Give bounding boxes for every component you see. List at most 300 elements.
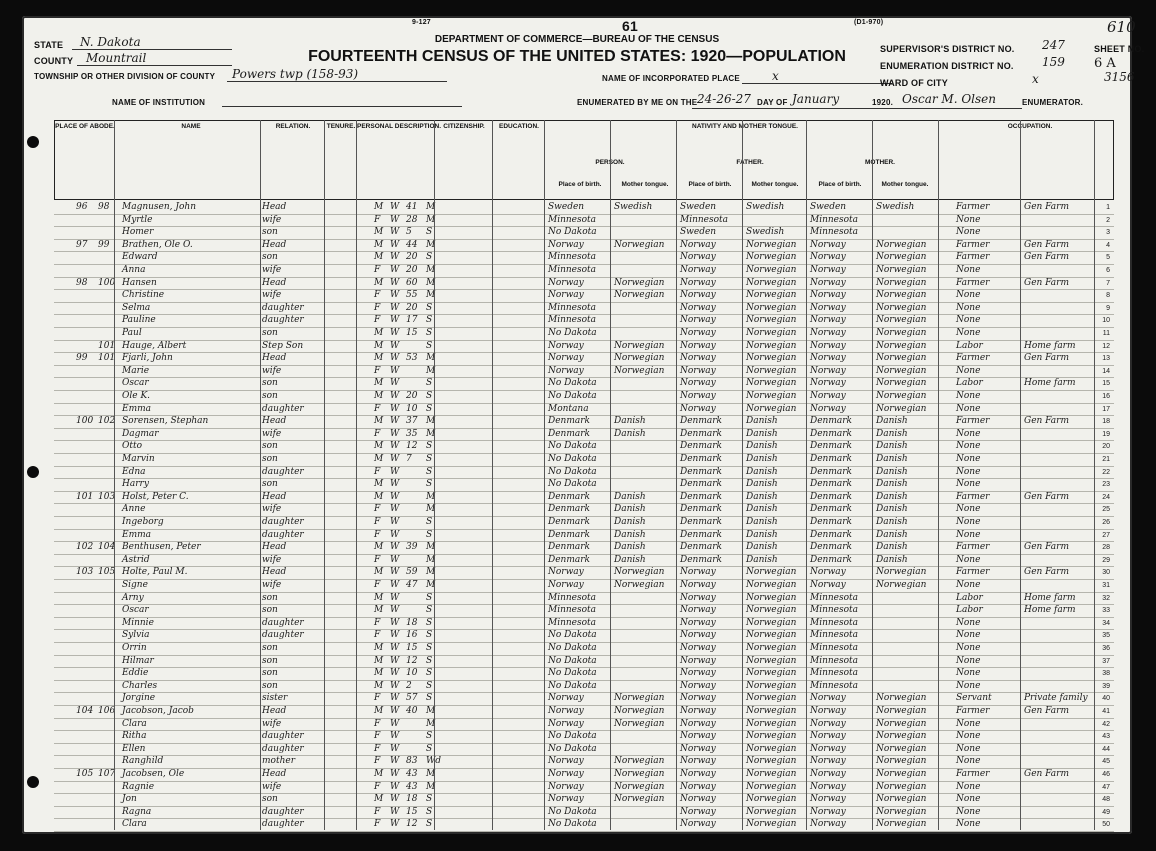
father-tongue: Norwegian bbox=[746, 290, 797, 301]
line-number: 29 bbox=[1102, 556, 1110, 564]
department-title: DEPARTMENT OF COMMERCE—BUREAU OF THE CENSUS bbox=[434, 34, 720, 45]
race: W bbox=[390, 668, 400, 679]
mother-birthplace: Denmark bbox=[810, 479, 852, 490]
birthplace: Minnesota bbox=[548, 214, 597, 225]
nativity-person: PERSON. bbox=[595, 159, 625, 166]
occupation: None bbox=[956, 643, 981, 653]
marital-status: S bbox=[426, 693, 433, 704]
relation: daughter bbox=[262, 517, 304, 527]
father-tongue: Norwegian bbox=[746, 668, 797, 679]
occupation: None bbox=[956, 731, 981, 742]
father-tongue: Norwegian bbox=[746, 391, 797, 401]
marital-status: M bbox=[426, 769, 436, 779]
table-row bbox=[54, 454, 1114, 467]
marital-status: S bbox=[426, 391, 433, 401]
person-name: Brathen, Ole O. bbox=[122, 239, 193, 250]
father-tongue: Norwegian bbox=[746, 302, 797, 313]
line-number: 48 bbox=[1102, 796, 1110, 804]
person-name: Hansen bbox=[122, 277, 157, 288]
father-tongue: Norwegian bbox=[746, 743, 797, 754]
relation: sister bbox=[262, 693, 288, 704]
industry: Gen Farm bbox=[1024, 277, 1070, 288]
race: W bbox=[390, 290, 400, 301]
marital-status: S bbox=[426, 655, 433, 666]
age: 15 bbox=[406, 328, 418, 338]
age: 57 bbox=[406, 693, 418, 704]
relation: Head bbox=[262, 416, 287, 427]
father-birthplace: Denmark bbox=[680, 416, 722, 427]
line-number: 50 bbox=[1102, 821, 1110, 829]
mother-tongue: Norwegian bbox=[614, 567, 665, 578]
marital-status: M bbox=[426, 265, 436, 275]
occupation: None bbox=[956, 668, 981, 679]
mother-birthplace: Minnesota bbox=[810, 655, 859, 666]
age: 37 bbox=[406, 416, 418, 427]
father-birthplace: Norway bbox=[680, 706, 716, 716]
race: W bbox=[390, 630, 400, 641]
mother-birthplace: Minnesota bbox=[810, 592, 859, 603]
sex: M bbox=[374, 340, 384, 351]
industry: Gen Farm bbox=[1024, 252, 1070, 263]
ward-label: WARD OF CITY bbox=[880, 78, 948, 88]
mother-birthplace: Norway bbox=[810, 731, 846, 742]
occupation: None bbox=[956, 441, 981, 452]
township-value: Powers twp (158-93) bbox=[232, 67, 359, 81]
table-row bbox=[54, 202, 1114, 215]
marital-status: S bbox=[426, 378, 433, 389]
occupation: Farmer bbox=[956, 202, 990, 212]
father-birthplace: Norway bbox=[680, 391, 716, 401]
marital-status: M bbox=[426, 718, 436, 729]
line-number: 47 bbox=[1102, 783, 1110, 791]
enumerated-day: 24-26-27 bbox=[697, 92, 751, 106]
mother-birthplace: Norway bbox=[810, 315, 846, 326]
father-birthplace: Norway bbox=[680, 756, 716, 767]
birthplace: No Dakota bbox=[548, 441, 597, 452]
person-name: Fjarli, John bbox=[122, 353, 173, 364]
dwelling-number: 98 bbox=[76, 277, 88, 288]
relation: daughter bbox=[262, 806, 304, 817]
occupation: Labor bbox=[956, 340, 983, 351]
race: W bbox=[390, 239, 400, 250]
sex: M bbox=[374, 491, 384, 502]
table-row bbox=[54, 265, 1114, 278]
relation: daughter bbox=[262, 731, 304, 742]
father-tongue: Danish bbox=[746, 504, 778, 515]
relation: wife bbox=[262, 428, 282, 439]
birthplace: Montana bbox=[548, 403, 589, 414]
dwelling-number: 101 bbox=[76, 491, 94, 502]
occupation: None bbox=[956, 680, 981, 691]
occupation: None bbox=[956, 302, 981, 313]
mother-birthplace: Minnesota bbox=[810, 630, 859, 641]
birthplace: No Dakota bbox=[548, 227, 597, 238]
industry: Gen Farm bbox=[1024, 769, 1070, 779]
dwelling-number: 102 bbox=[76, 542, 94, 553]
person-name: Paul bbox=[122, 328, 142, 338]
table-row bbox=[54, 378, 1114, 391]
father-tongue: Norwegian bbox=[746, 328, 797, 338]
person-name: Jacobson, Jacob bbox=[122, 706, 194, 716]
family-number: 104 bbox=[98, 542, 116, 553]
person-name: Signe bbox=[122, 580, 148, 590]
mother-mother-tongue: Norwegian bbox=[876, 290, 927, 301]
father-tongue: Danish bbox=[746, 479, 778, 490]
form-number: 9-127 bbox=[412, 19, 431, 26]
age: 12 bbox=[406, 655, 418, 666]
ward-value: x bbox=[1032, 72, 1039, 86]
mother-mother-tongue: Norwegian bbox=[876, 378, 927, 389]
mother-birthplace: Norway bbox=[810, 718, 846, 729]
sex: F bbox=[374, 756, 381, 767]
birthplace: Denmark bbox=[548, 416, 590, 427]
sex: M bbox=[374, 239, 384, 250]
mother-mother-tongue: Norwegian bbox=[876, 567, 927, 578]
table-row bbox=[54, 681, 1114, 694]
relation: Head bbox=[262, 567, 287, 578]
supervisor-label: SUPERVISOR'S DISTRICT NO. bbox=[880, 44, 1015, 54]
marital-status: S bbox=[426, 643, 433, 653]
column-rule bbox=[434, 120, 435, 830]
mother-tongue: Norwegian bbox=[614, 718, 665, 729]
father-birthplace: Norway bbox=[680, 806, 716, 817]
marital-status: S bbox=[426, 731, 433, 742]
table-row bbox=[54, 479, 1114, 492]
table-row bbox=[54, 719, 1114, 732]
father-tongue: Norwegian bbox=[746, 605, 797, 616]
relation: son bbox=[262, 441, 278, 452]
relation: wife bbox=[262, 504, 282, 515]
page-stamp: 61 bbox=[622, 18, 638, 34]
race: W bbox=[390, 454, 400, 464]
race: W bbox=[390, 227, 400, 238]
industry: Gen Farm bbox=[1024, 202, 1070, 212]
occupation: None bbox=[956, 391, 981, 401]
table-row bbox=[54, 429, 1114, 442]
father-birthplace: Denmark bbox=[680, 454, 722, 464]
sex: M bbox=[374, 378, 384, 389]
line-number: 23 bbox=[1102, 481, 1110, 489]
relation: son bbox=[262, 227, 278, 238]
column-rule bbox=[872, 120, 873, 830]
relation: Head bbox=[262, 277, 287, 288]
father-tongue: Norwegian bbox=[746, 781, 797, 792]
sex: F bbox=[374, 819, 381, 830]
dwelling-number: 97 bbox=[76, 239, 88, 250]
mother-mother-tongue: Norwegian bbox=[876, 315, 927, 326]
occupation: Farmer bbox=[956, 416, 990, 427]
mother-mother-tongue: Norwegian bbox=[876, 706, 927, 716]
binder-hole bbox=[27, 466, 39, 478]
mother-tongue-head: Mother tongue. bbox=[881, 181, 929, 188]
table-row bbox=[54, 668, 1114, 681]
person-name: Arny bbox=[122, 592, 144, 603]
father-birthplace: Norway bbox=[680, 680, 716, 691]
line-number: 43 bbox=[1102, 733, 1110, 741]
age: 16 bbox=[406, 630, 418, 641]
father-birthplace: Norway bbox=[680, 693, 716, 704]
marital-status: M bbox=[426, 416, 436, 427]
enum-district-label: ENUMERATION DISTRICT NO. bbox=[880, 61, 1014, 71]
corner-number-2: 3156 bbox=[1104, 70, 1135, 84]
race: W bbox=[390, 769, 400, 779]
occupation: Farmer bbox=[956, 252, 990, 263]
column-rule bbox=[676, 120, 677, 830]
column-rule bbox=[1094, 120, 1095, 830]
occupation: None bbox=[956, 517, 981, 527]
father-tongue: Norwegian bbox=[746, 617, 797, 628]
age: 7 bbox=[406, 454, 412, 464]
mother-birthplace: Norway bbox=[810, 302, 846, 313]
line-number: 13 bbox=[1102, 355, 1110, 363]
industry: Gen Farm bbox=[1024, 239, 1070, 250]
relation: wife bbox=[262, 214, 282, 225]
birthplace: Norway bbox=[548, 239, 584, 250]
marital-status: S bbox=[426, 466, 433, 477]
father-birthplace: Denmark bbox=[680, 441, 722, 452]
mother-birthplace: Denmark bbox=[810, 441, 852, 452]
marital-status: S bbox=[426, 328, 433, 338]
line-number: 37 bbox=[1102, 657, 1110, 665]
birthplace: Denmark bbox=[548, 504, 590, 515]
race: W bbox=[390, 479, 400, 490]
mother-birthplace: Minnesota bbox=[810, 227, 859, 238]
person-name: Magnusen, John bbox=[122, 202, 197, 212]
table-row bbox=[54, 643, 1114, 656]
age: 44 bbox=[406, 239, 418, 250]
line-number: 21 bbox=[1102, 456, 1110, 463]
person-name: Sylvia bbox=[122, 630, 150, 641]
occupation: Farmer bbox=[956, 277, 990, 288]
mother-birthplace: Minnesota bbox=[810, 680, 859, 691]
sex: F bbox=[374, 403, 381, 414]
age: 2 bbox=[406, 680, 412, 691]
relation: son bbox=[262, 643, 278, 653]
father-tongue: Norwegian bbox=[746, 706, 797, 716]
birthplace: Denmark bbox=[548, 517, 590, 527]
column-rule bbox=[742, 120, 743, 830]
person-name: Ragna bbox=[122, 806, 152, 817]
column-rule bbox=[260, 120, 261, 830]
birthplace: Denmark bbox=[548, 428, 590, 439]
birthplace: Norway bbox=[548, 756, 584, 767]
table-row bbox=[54, 366, 1114, 379]
person-name: Dagmar bbox=[122, 428, 159, 439]
mother-mother-tongue: Norwegian bbox=[876, 340, 927, 351]
line-number: 41 bbox=[1102, 708, 1110, 715]
incorporated-label: NAME OF INCORPORATED PLACE bbox=[602, 74, 740, 83]
father-tongue: Norwegian bbox=[746, 403, 797, 414]
marital-status: S bbox=[426, 517, 433, 527]
person-name: Hilmar bbox=[122, 655, 154, 666]
race: W bbox=[390, 265, 400, 275]
mother-tongue: Norwegian bbox=[614, 794, 665, 805]
person-name: Jacobsen, Ole bbox=[122, 769, 185, 779]
marital-status: M bbox=[426, 706, 436, 716]
sex: F bbox=[374, 214, 381, 225]
race: W bbox=[390, 693, 400, 704]
age: 41 bbox=[406, 202, 418, 212]
father-tongue: Danish bbox=[746, 542, 778, 553]
family-number: 101 bbox=[98, 353, 116, 364]
marital-status: M bbox=[426, 202, 436, 212]
relation: daughter bbox=[262, 466, 304, 477]
marital-status: S bbox=[426, 441, 433, 452]
line-number: 45 bbox=[1102, 758, 1110, 766]
father-birth-head: Place of birth. bbox=[688, 181, 732, 188]
birthplace: No Dakota bbox=[548, 743, 597, 754]
mother-mother-tongue: Norwegian bbox=[876, 328, 927, 338]
age: 83 bbox=[406, 756, 418, 767]
mother-birthplace: Norway bbox=[810, 365, 846, 376]
occupation: Farmer bbox=[956, 769, 990, 779]
line-number: 25 bbox=[1102, 506, 1110, 514]
birthplace: No Dakota bbox=[548, 680, 597, 691]
occupation: None bbox=[956, 617, 981, 628]
mother-mother-tongue: Norwegian bbox=[876, 403, 927, 414]
column-rule bbox=[324, 120, 325, 830]
mother-mother-tongue: Danish bbox=[876, 479, 908, 490]
relation: son bbox=[262, 592, 278, 603]
marital-status: S bbox=[426, 479, 433, 490]
binder-hole bbox=[27, 776, 39, 788]
column-rule bbox=[938, 120, 939, 830]
person-name: Benthusen, Peter bbox=[122, 542, 201, 553]
father-tongue: Norwegian bbox=[746, 806, 797, 817]
mother-birthplace: Norway bbox=[810, 706, 846, 716]
occupation: Farmer bbox=[956, 567, 990, 578]
occupation: None bbox=[956, 290, 981, 301]
race: W bbox=[390, 378, 400, 389]
age: 20 bbox=[406, 252, 418, 263]
birthplace: Norway bbox=[548, 277, 584, 288]
line-number: 36 bbox=[1102, 645, 1110, 652]
age: 18 bbox=[406, 794, 418, 805]
table-row bbox=[54, 593, 1114, 606]
person-name: Minnie bbox=[122, 617, 154, 628]
father-birthplace: Norway bbox=[680, 252, 716, 263]
occupation: None bbox=[956, 580, 981, 590]
sex: F bbox=[374, 743, 381, 754]
line-number: 32 bbox=[1102, 594, 1110, 602]
table-row bbox=[54, 555, 1114, 568]
mother-tongue: Norwegian bbox=[614, 580, 665, 590]
mother-tongue: Danish bbox=[614, 554, 646, 565]
father-birthplace: Norway bbox=[680, 781, 716, 792]
mother-mother-tongue: Norwegian bbox=[876, 743, 927, 754]
mother-birthplace: Norway bbox=[810, 265, 846, 275]
marital-status: M bbox=[426, 239, 436, 250]
line-number: 44 bbox=[1102, 745, 1110, 753]
family-number: 103 bbox=[98, 491, 116, 502]
relation: Head bbox=[262, 202, 287, 212]
person-name: Marie bbox=[122, 365, 150, 376]
mother-birthplace: Norway bbox=[810, 567, 846, 578]
mother-tongue: Norwegian bbox=[614, 353, 665, 364]
table-row bbox=[54, 215, 1114, 228]
group-personal: PERSONAL DESCRIPTION. bbox=[357, 123, 442, 130]
nativity-mother: MOTHER. bbox=[865, 159, 895, 166]
race: W bbox=[390, 353, 400, 364]
race: W bbox=[390, 302, 400, 313]
race: W bbox=[390, 718, 400, 729]
birthplace: Norway bbox=[548, 580, 584, 590]
line-number: 16 bbox=[1102, 393, 1110, 400]
mother-mother-tongue: Norwegian bbox=[876, 731, 927, 742]
incorporated-value: x bbox=[772, 69, 779, 83]
father-birthplace: Norway bbox=[680, 718, 716, 729]
group-place-of-abode: PLACE OF ABODE. bbox=[55, 123, 115, 130]
race: W bbox=[390, 491, 400, 502]
group-occupation: OCCUPATION. bbox=[1007, 123, 1053, 130]
mother-birthplace: Norway bbox=[810, 378, 846, 389]
sheet-label: SHEET NO. bbox=[1094, 44, 1145, 54]
mother-birthplace: Norway bbox=[810, 290, 846, 301]
enum-district-value: 159 bbox=[1042, 55, 1065, 69]
relation: wife bbox=[262, 365, 282, 376]
mother-birthplace: Minnesota bbox=[810, 605, 859, 616]
relation: wife bbox=[262, 718, 282, 729]
father-birthplace: Norway bbox=[680, 617, 716, 628]
age: 43 bbox=[406, 769, 418, 779]
table-row bbox=[54, 567, 1114, 580]
father-birthplace: Norway bbox=[680, 643, 716, 653]
mother-mother-tongue: Norwegian bbox=[876, 819, 927, 830]
sex: M bbox=[374, 479, 384, 490]
race: W bbox=[390, 743, 400, 754]
age: 15 bbox=[406, 806, 418, 817]
census-sheet bbox=[22, 16, 1145, 834]
marital-status: S bbox=[426, 529, 433, 540]
occupation: None bbox=[956, 265, 981, 275]
father-birthplace: Norway bbox=[680, 265, 716, 275]
marital-status: S bbox=[426, 315, 433, 326]
relation: son bbox=[262, 794, 278, 805]
race: W bbox=[390, 617, 400, 628]
birthplace: Norway bbox=[548, 290, 584, 301]
father-birthplace: Norway bbox=[680, 769, 716, 779]
race: W bbox=[390, 391, 400, 401]
person-name: Ingeborg bbox=[122, 517, 164, 527]
person-name: Eddie bbox=[122, 668, 149, 679]
line-number: 31 bbox=[1102, 582, 1110, 589]
table-row bbox=[54, 706, 1114, 719]
marital-status: S bbox=[426, 743, 433, 754]
sex: F bbox=[374, 781, 381, 792]
table-row bbox=[54, 227, 1114, 240]
father-birthplace: Denmark bbox=[680, 428, 722, 439]
mother-birthplace: Sweden bbox=[810, 202, 847, 212]
table-row bbox=[54, 504, 1114, 517]
father-birthplace: Norway bbox=[680, 239, 716, 250]
sex: F bbox=[374, 617, 381, 628]
birthplace: Minnesota bbox=[548, 315, 597, 326]
table-row bbox=[54, 530, 1114, 543]
birthplace: Minnesota bbox=[548, 592, 597, 603]
race: W bbox=[390, 340, 400, 351]
sex: M bbox=[374, 277, 384, 288]
person-name: Clara bbox=[122, 819, 147, 830]
mother-mother-tongue: Norwegian bbox=[876, 756, 927, 767]
father-tongue: Norwegian bbox=[746, 252, 797, 263]
marital-status: S bbox=[426, 403, 433, 414]
mother-birthplace: Denmark bbox=[810, 504, 852, 515]
age: 12 bbox=[406, 441, 418, 452]
mother-mother-tongue: Danish bbox=[876, 441, 908, 452]
form-number-2: (D1-970) bbox=[854, 19, 884, 26]
industry: Gen Farm bbox=[1024, 542, 1070, 553]
marital-status: S bbox=[426, 806, 433, 817]
